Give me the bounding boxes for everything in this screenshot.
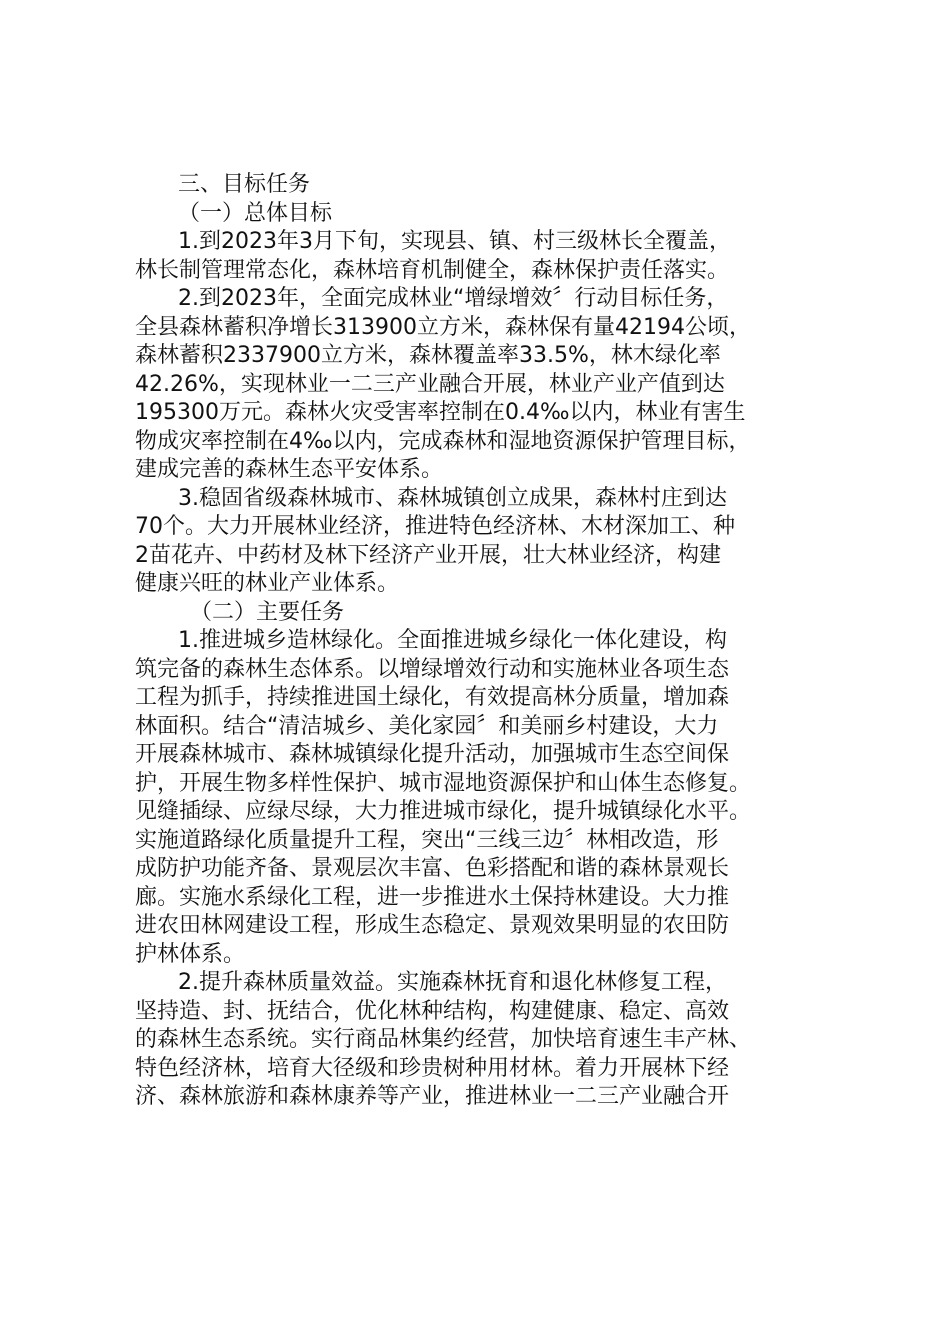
paragraph-line: 2.提升森林质量效益。实施森林抚育和退化林修复工程， — [178, 970, 727, 995]
paragraph-line: 济、森林旅游和森林康养等产业，推进林业一二三产业融合开 — [135, 1084, 730, 1109]
paragraph-line: 见缝插绿、应绿尽绿，大力推进城市绿化，提升城镇绿化水平。 — [135, 799, 752, 824]
paragraph-line: 护，开展生物多样性保护、城市湿地资源保护和山体生态修复。 — [135, 770, 752, 796]
paragraph-line: 建成完善的森林生态平安体系。 — [135, 457, 444, 482]
paragraph-line: 1.到2023年3月下旬，实现县、镇、村三级林长全覆盖， — [178, 229, 731, 254]
paragraph-line: 2苗花卉、中药材及林下经济产业开展，壮大林业经济，构建 — [135, 542, 721, 568]
paragraph-line: 实施道路绿化质量提升工程，突出“三线三边〞林相改造，形 — [135, 827, 719, 853]
paragraph-line: 特色经济林，培育大径级和珍贵树种用材林。着力开展林下经 — [135, 1055, 730, 1081]
paragraph-line: 成防护功能齐备、景观层次丰富、色彩搭配和谐的森林景观长 — [135, 856, 730, 881]
paragraph-line: 70个。大力开展林业经济，推进特色经济林、木材深加工、种 — [135, 514, 735, 539]
paragraph-line: 42.26%，实现林业一二三产业融合开展，林业产业产值到达 — [135, 371, 725, 397]
paragraph-line: 护林体系。 — [135, 941, 246, 967]
paragraph-line: 林面积。结合“清洁城乡、美化家园〞和美丽乡村建设，大力 — [135, 713, 719, 739]
paragraph-line: 森林蓄积2337900立方米，森林覆盖率33.5%，林木绿化率 — [135, 343, 721, 368]
paragraph-line: 开展森林城市、森林城镇绿化提升活动，加强城市生态空间保 — [135, 742, 730, 767]
paragraph-line: 筑完备的森林生态体系。以增绿增效行动和实施林业各项生态 — [135, 656, 730, 682]
subsection-heading-main-tasks: （二）主要任务 — [190, 599, 345, 625]
paragraph-line: 工程为抓手，持续推进国土绿化，有效提高林分质量，增加森 — [135, 685, 730, 710]
paragraph-line: 健康兴旺的林业产业体系。 — [135, 571, 400, 596]
paragraph-line: 195300万元。森林火灾受害率控制在0.4‰以内，林业有害生 — [135, 400, 746, 425]
paragraph-line: 3.稳固省级森林城市、森林城镇创立成果，森林村庄到达 — [178, 485, 727, 511]
paragraph-line: 廊。实施水系绿化工程，进一步推进水土保持林建设。大力推 — [135, 884, 730, 910]
subsection-heading-overall-goal: （一）总体目标 — [178, 200, 333, 226]
document-body — [135, 171, 835, 1112]
paragraph-line: 林长制管理常态化，森林培育机制健全，森林保护责任落实。 — [135, 257, 730, 283]
paragraph-line: 坚持造、封、抚结合，优化林种结构，构建健康、稳定、高效 — [135, 998, 730, 1024]
paragraph-line: 1.推进城乡造林绿化。全面推进城乡绿化一体化建设，构 — [178, 628, 727, 653]
section-heading: 三、目标任务 — [178, 172, 311, 197]
paragraph-line: 物成灾率控制在4‰以内，完成森林和湿地资源保护管理目标， — [135, 428, 751, 454]
paragraph-line: 2.到2023年，全面完成林业“增绿增效〞行动目标任务， — [178, 286, 729, 311]
paragraph-line: 的森林生态系统。实行商品林集约经营，加快培育速生丰产林、 — [135, 1027, 752, 1052]
paragraph-line: 进农田林网建设工程，形成生态稳定、景观效果明显的农田防 — [135, 913, 730, 938]
paragraph-line: 全县森林蓄积净增长313900立方米，森林保有量42194公顷， — [135, 314, 751, 340]
